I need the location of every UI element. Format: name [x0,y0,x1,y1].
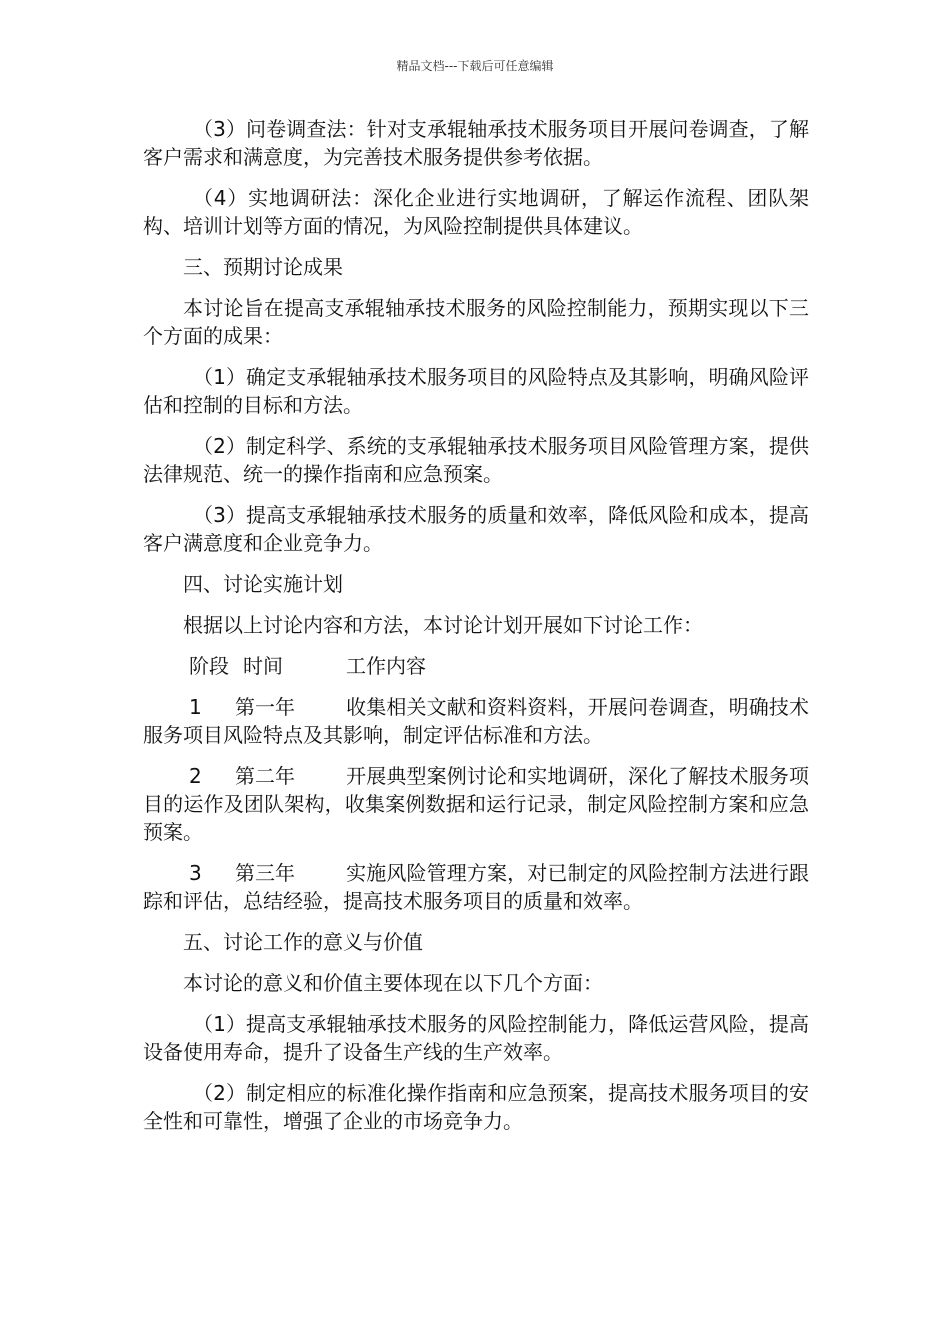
plan-header-stage: 阶段 [189,654,229,678]
plan-row [143,693,809,749]
section-heading-expected-results: 三、预期讨论成果 [183,255,343,279]
plan-row [143,859,809,915]
plan-row-time: 第三年 [235,861,295,885]
paragraph-result-1: （1）确定支承辊轴承技术服务项目的风险特点及其影响，明确风险评估和控制的目标和方法。 [143,365,809,417]
paragraph-expected-results-intro: 本讨论旨在提高支承辊轴承技术服务的风险控制能力，预期实现以下三个方面的成果： [143,296,809,348]
plan-row-time: 第一年 [235,695,295,719]
plan-header-time: 时间 [243,654,283,678]
plan-row-content: 实施风险管理方案，对已制定的风险控制方法进行跟踪和评估，总结经验，提高技术服务项目的质量和效率。 [143,861,809,913]
plan-row-stage: 2 [189,764,202,788]
section-heading-implementation-plan: 四、讨论实施计划 [183,572,343,596]
document-body [143,115,809,1148]
plan-row-stage: 3 [189,861,202,885]
paragraph-questionnaire-method: （3）问卷调查法：针对支承辊轴承技术服务项目开展问卷调查，了解客户需求和满意度，为完善技术服务提供参考依据。 [143,117,809,169]
plan-row-stage: 1 [189,695,202,719]
paragraph-field-research-method: （4）实地调研法：深化企业进行实地调研，了解运作流程、团队架构、培训计划等方面的情况，为风险控制提供具体建议。 [143,186,809,238]
plan-row-time: 第二年 [235,764,295,788]
page-header-watermark: 精品文档---下载后可任意编辑 [396,59,554,73]
plan-row-content: 开展典型案例讨论和实地调研，深化了解技术服务项目的运作及团队架构，收集案例数据和运行记录，制定风险控制方案和应急预案。 [143,764,809,844]
paragraph-significance-intro: 本讨论的意义和价值主要体现在以下几个方面： [183,971,603,995]
paragraph-significance-2: （2）制定相应的标准化操作指南和应急预案，提高技术服务项目的安全性和可靠性，增强了企业的市场竞争力。 [143,1081,809,1133]
plan-row-content: 收集相关文献和资料资料，开展问卷调查，明确技术服务项目风险特点及其影响，制定评估标准和方法。 [143,695,809,747]
paragraph-result-2: （2）制定科学、系统的支承辊轴承技术服务项目风险管理方案，提供法律规范、统一的操作指南和应急预案。 [143,434,809,486]
paragraph-significance-1: （1）提高支承辊轴承技术服务的风险控制能力，降低运营风险，提高设备使用寿命，提升了设备生产线的生产效率。 [143,1012,809,1064]
paragraph-plan-intro: 根据以上讨论内容和方法，本讨论计划开展如下讨论工作： [183,613,703,637]
section-heading-significance: 五、讨论工作的意义与价值 [183,930,423,954]
plan-table-header [143,652,809,680]
plan-row [143,762,809,846]
plan-header-content: 工作内容 [346,654,426,678]
paragraph-result-3: （3）提高支承辊轴承技术服务的质量和效率，降低风险和成本，提高客户满意度和企业竞争力。 [143,503,809,555]
